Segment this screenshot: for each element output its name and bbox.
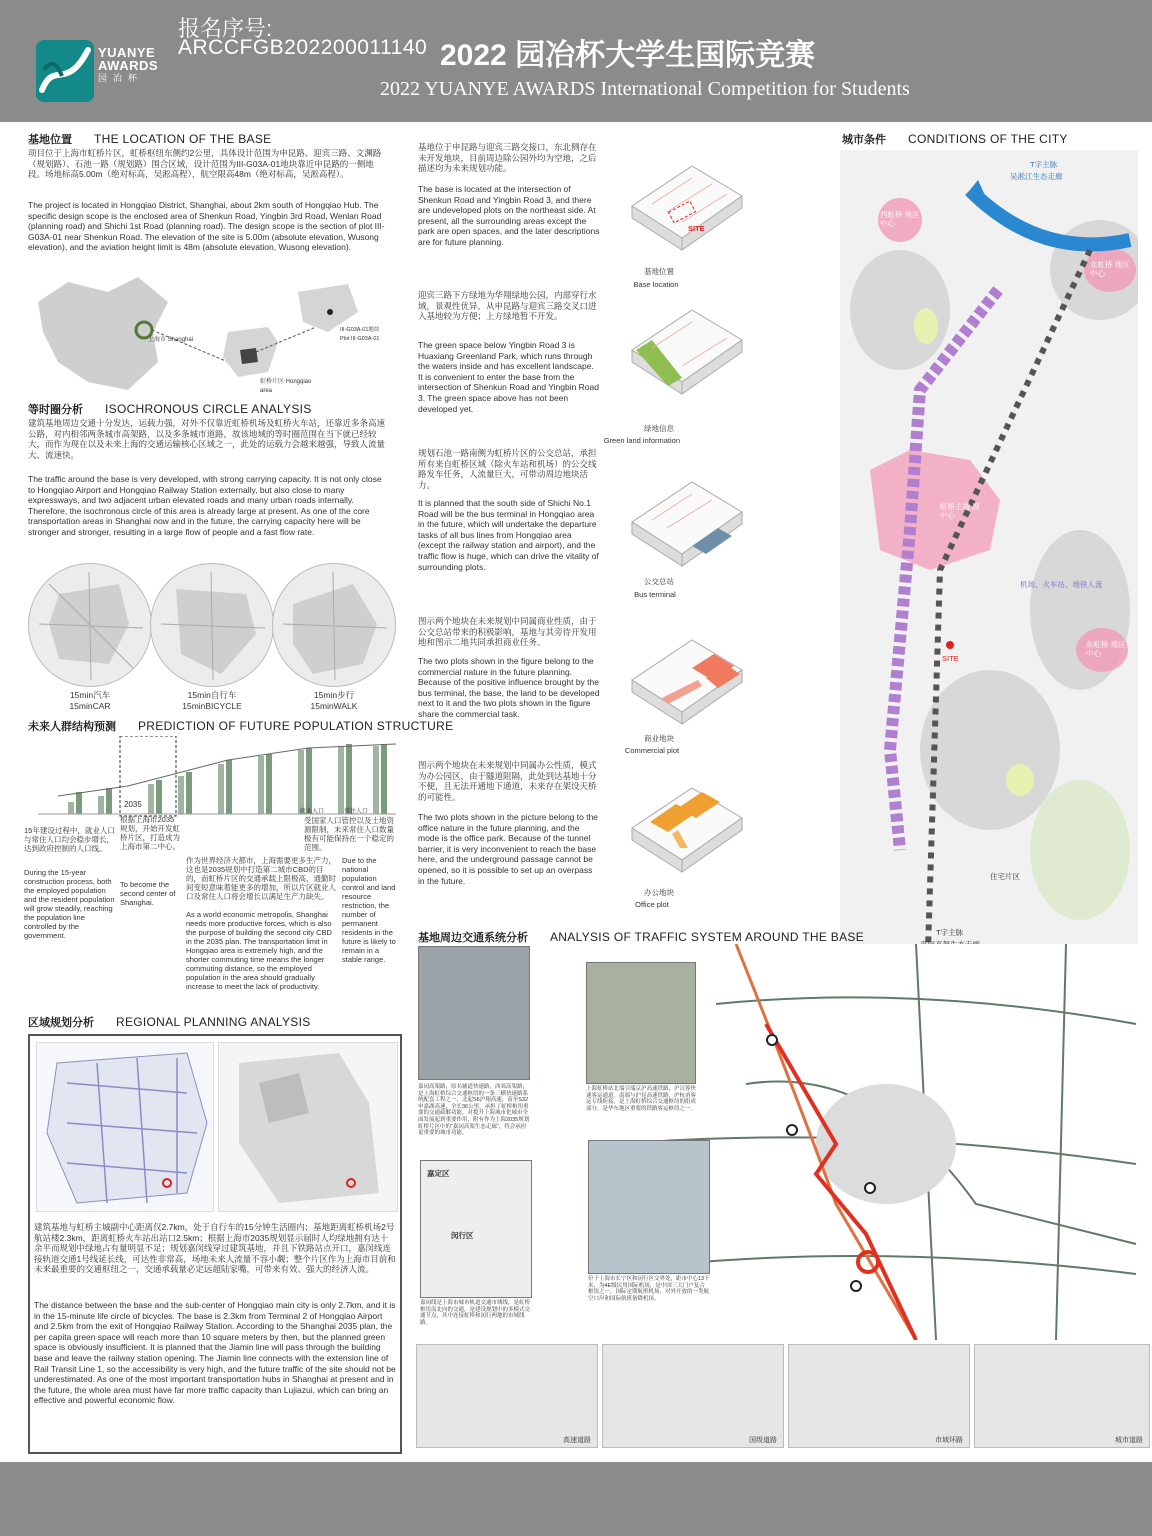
step2-cap-en: Green land information	[603, 436, 680, 445]
step1-text-en: The base is located at the intersection of Shenkun Road and Yingbin Road 3, and there are undeveloped plots on the northeast side. At present, all the surrounding areas except the park are open spaces, and the later descriptions are for future planning.	[418, 184, 600, 247]
step4-cap-cn: 商业地块	[644, 734, 674, 743]
iso-cap-walk: 15min步行 15minWALK	[310, 690, 358, 711]
photo-railway-station	[586, 962, 696, 1084]
regional-text-cn: 建筑基地与虹桥主城副中心距离仅2.7km，处于自行车的15分钟生活圈内；基地距离虹桥机场2号航站楼2.3km，距离虹桥火车站出站口2.5km；根据上海市2035规划显示届时人均绿地拥有达十余平而规划中绿地占有量明显不足；规划嘉闵线穿过建筑基地，并且下铁路站点开口，嘉闵线连接轨道交通1号线延长线，可达性非常高，场地未来人流量不容小觑；整个片区作为上海市目前和未来最重要的交通枢纽之一，交通承载量必定远超陆家嘴，可带来有效、强大的经济人流。	[34, 1222, 396, 1275]
city-label-north-hq: 北虹桥 地区中心	[1090, 260, 1130, 278]
logo-sub: AWARDS	[98, 58, 159, 73]
bottom-map-label-3: 市域环路	[935, 1437, 963, 1444]
regional-map-2	[218, 1042, 398, 1212]
isochrone-walk-circle	[272, 563, 396, 687]
population-chart	[28, 736, 396, 824]
photo3-caption: 嘉闵线是上海市城市轨道交通市域线，是虹桥枢纽南北向的交通，是建设规划中的多模式交通节点，其中连接虹桥和闵行两地的市域线路。	[420, 1300, 531, 1326]
pop-note3-en: As a world economic metropolis, Shanghai needs more productive forces, which is also the purpose of building the second city CBD in the 2035 plan. The transportation limit in Hongqiao area is extremely high, and the shorter commuting time means the longer commuting distance, so the employed population in the area should gradually increase to meet the lack of productivity.	[186, 910, 332, 991]
photo-jiamin-map	[420, 1160, 532, 1298]
population-year-2035: 2035	[124, 800, 142, 809]
city-label-t-main-bottom: T字主脉	[936, 928, 964, 937]
step1-site-tag: SITE	[688, 224, 705, 233]
city-label-flow: 机场、火车站、地铁人流	[1020, 580, 1103, 589]
photo-elevated-road	[418, 946, 530, 1080]
step2-cap-cn: 绿地信息	[644, 424, 674, 433]
step2-text-en: The green space below Yingbin Road 3 is Huaxiang Greenland Park, which runs through the waters inside and has excellent landscape. It is convenient to enter the base from the intersection of Shenkun Road and Yingbin Road 3. The green space above has not been developed yet.	[418, 340, 599, 414]
location-text-en: The project is located in Hongqiao District, Shanghai, about 2km south of Hongqiao Hub. The specific design scope is the enclosed area of Shenkun Road, Yingbin 3rd Road, Wenlan Road (planning road) and Shichi 1st Road (planning road). The design scope is the section of plot III-G03A-01 near Shenkun Road. The elevation of the site is 5.00m (absolute elevation, Wusong elevation), and the aviation height limit is 48m (absolute elevation, Wusong elevation).	[28, 200, 385, 253]
step4-text-en: The two plots shown in the figure belong to the commercial nature in the future planning. Because of the positive influence brought by the bus terminal, the base, the land to be developed next to it and the two plots shown in the figure share the commercial task.	[418, 656, 600, 719]
logo-cn: 园冶杯	[98, 73, 144, 83]
bottom-map-label-4: 城市道路	[1115, 1437, 1143, 1444]
city-label-west-hq: 西虹桥 地区中心	[880, 210, 920, 228]
traffic-section-title: 基地周边交通系统分析 ANALYSIS OF TRAFFIC SYSTEM AROUND THE BASE	[418, 930, 864, 944]
logo-mark-icon	[36, 40, 94, 102]
registration-number: ARCCFGB202200011140	[178, 36, 428, 59]
bottom-map-label-1: 高速道路	[563, 1437, 591, 1444]
map-district-minhang: 闵行区	[451, 1231, 474, 1240]
step3-axo	[622, 462, 750, 574]
logo-name: YUANYE	[98, 45, 156, 60]
location-map	[28, 272, 390, 396]
step3-text-cn: 规划石池一路南侧为虹桥片区的公交总站，承担所有来自虹桥区域（除火车站和机场）的公交线路发车任务，人流量巨大，可带动周边地块活力。	[418, 448, 597, 490]
city-section-title: 城市条件 CONDITIONS OF THE CITY	[842, 132, 1068, 146]
step5-cap-cn: 办公地块	[644, 888, 674, 897]
pop-note1-en: During the 15-year construction process, both the employed population and the resident population will grow steadily, reaching the population line controlled by the government.	[24, 868, 115, 940]
city-label-east-hq: 东虹桥 地区中心	[1086, 640, 1126, 658]
pop-note2-en: To become the second center of Shanghai.	[120, 880, 176, 907]
step1-text-cn: 基地位于申昆路与迎宾三路交接口，东北侧存在未开发地块，目前周边除公园外均为空地，之后描述均为未来规划功能。	[418, 142, 597, 174]
bottom-map-national-road	[602, 1344, 784, 1448]
map-district-jiading: 嘉定区	[427, 1169, 450, 1178]
header-banner	[0, 0, 1152, 122]
isochrone-car-circle	[28, 563, 152, 687]
city-label-site: SITE	[942, 654, 959, 663]
city-label-residential: 住宅片区	[990, 872, 1020, 881]
iso-cap-bicycle: 15min自行车 15minBICYCLE	[182, 690, 242, 711]
map-label-hongqiao: 虹桥片区 Hongqiao area	[260, 379, 312, 394]
step3-cap-cn: 公交总站	[644, 577, 674, 586]
footer-bar	[0, 1462, 1152, 1536]
step5-text-en: The two plots shown in the picture belong to the office nature in the future planning, and the mode is the office park. Because of the tunnel barrier, it is very inconvenient to reach the base here, and the underground passage cannot be opened, so it is possible to set up an overpass in the future.	[418, 812, 599, 886]
regional-map-1	[36, 1042, 214, 1212]
title-en: 2022 YUANYE AWARDS International Competition for Students	[380, 78, 910, 100]
step2-axo	[622, 290, 750, 402]
bottom-map-label-2: 国级道路	[749, 1437, 777, 1444]
city-label-wusong: 吴淞江生态走廊	[1010, 172, 1063, 181]
map-label-plot: III-G03A-01地块 Plot III-G03A-01	[340, 327, 380, 342]
step3-text-en: It is planned that the south side of Shichi No.1 Road will be the bus terminal in Hongqiao area in the future, which will undertake the departure tasks of all bus lines from Hongqiao area (except the railway station and airport), and the traffic flow is huge, which can drive the vitality of surrounding plots.	[418, 498, 599, 572]
title-cn: 2022 园冶杯大学生国际竞赛	[440, 39, 816, 72]
iso-section-title: 等时圈分析 ISOCHRONOUS CIRCLE ANALYSIS	[28, 402, 312, 416]
pop-note3-cn: 作为世界经济大都市，上海需要更多生产力，这也是2035规划中打造第二城市CBD的目的，而虹桥片区的交通承载上限极高，通勤时间变短意味着能更多的增加，所以片区就业人口及常住人口将会增长以满足生产力缺失。	[186, 856, 336, 901]
regional-section-title: 区域规划分析 REGIONAL PLANNING ANALYSIS	[28, 1015, 311, 1029]
step5-axo	[622, 768, 750, 880]
bottom-map-city-road	[974, 1344, 1150, 1448]
population-legend-employed: 就业人口	[300, 809, 325, 815]
city-label-t-main-top: T字主脉	[1030, 160, 1058, 169]
regional-box	[28, 1034, 402, 1454]
bottom-map-ring-road	[788, 1344, 970, 1448]
iso-cap-car: 15min汽车 15minCAR	[69, 690, 111, 711]
photo1-caption: 嘉闵高架路，原名辅道快速路，西郊高架路，是上海虹桥综合交通枢纽的一条三横快速路系统配套工程之一，北起S6沪翔高速，南至S32申嘉湖高速，全长36公里，承担了虹桥枢纽重要的交通疏解功能，对提升上海城市化城市全面发展起到重要作用，附有作为上海2035规划虹桥片区中的“嘉闵高架生态走廊”，将会承担更重要的城市功能。	[418, 1084, 530, 1137]
step3-cap-en: Bus terminal	[634, 590, 676, 599]
step5-cap-en: Office plot	[635, 900, 669, 909]
pop-note1-cn: 15年建设过程中，就业人口与常住人口均会稳步增长，达到政府控制的人口线。	[24, 826, 115, 853]
yuanye-logo	[36, 40, 164, 102]
step4-axo	[622, 620, 750, 732]
photo-airport	[588, 1140, 710, 1274]
step4-cap-en: Commercial plot	[624, 746, 680, 755]
photo4-caption: 位于上海市长宁区和闵行区交界处，距市中心13千米，为4E级民用国际机场，是中国三大门户复合枢纽之一，国际定期航班机场、对外开放的一类航空口岸和国际航班备降机场。	[588, 1276, 710, 1302]
pop-note4-en: Due to the national population control and land resource restriction, the number of permanent residents in the future is likely to remain in a stable range.	[342, 856, 396, 964]
city-label-main-center: 虹桥主城 副中心	[940, 502, 980, 520]
population-section-title: 未来人群结构预测 PREDICTION OF FUTURE POPULATION STRUCTURE	[28, 719, 454, 733]
isochrone-bicycle-circle	[150, 563, 274, 687]
photo2-caption: 上海虹桥站北端引端京沪高速铁路，沪汉蓉快速客运通道。南端与沪昆高速铁路，沪杭甬客运专线衔接，是上海虹桥综合交通枢纽的组成部分，是华东地区重要的铁路客运枢纽之一。	[586, 1086, 697, 1112]
registration-label: 报名序号:	[178, 16, 273, 41]
population-legend-resident: 常住人口	[344, 809, 369, 815]
iso-text-en: The traffic around the base is very developed, with strong carrying capacity. It is not only close to Hongqiao Airport and Hongqiao Railway Station externally, but also close to many expressways, and two adjacent urban elevated roads and many urban roads internally. Therefore, the isochronous circle of this area is already large at present. As one of the core transportation areas in Shanghai now and in the future, the carrying capacity here will be stronger and stronger, resulting in a large flow of people and a fast flow rate.	[28, 474, 382, 537]
city-conditions-map	[840, 150, 1138, 968]
step1-cap-cn: 基地位置	[644, 267, 674, 276]
step4-text-cn: 图示两个地块在未来规划中同属商业性质，由于公交总站带来的积极影响，基地与其旁待开发用地和图示二地共同承担商业任务。	[418, 616, 597, 648]
step1-cap-en: Base location	[633, 280, 679, 289]
step2-text-cn: 迎宾三路下方绿地为华翔绿地公园，内部穿行水域，景观性优异，从申昆路与迎宾三路交叉口进入基地较为方便；上方绿地暂不开发。	[418, 290, 597, 322]
map-label-shanghai: 上海市 Shanghai	[148, 337, 194, 343]
step1-axo	[622, 146, 750, 258]
location-text-cn: 项目位于上海市虹桥片区，虹桥枢纽东侧约2公里，具体设计范围为申昆路、迎宾三路、文渊路（规划路）、石池一路（规划路）围合区域，设计范围为III-G03A-01地块靠近申昆路的一侧地段。场地标高5.00m（绝对标高，吴淞高程），航空限高48m（绝对标高，吴淞高程）。	[28, 148, 382, 180]
regional-text-en: The distance between the base and the sub-center of Hongqiao main city is only 2.7km, and it is in the 15-minute life circle of bicycles. The base is 2.3km from Terminal 2 of Hongqiao Airport and 2.5km from the exit of Hongqiao Railway Station. According to the Shanghai 2035 plan, the per capita green space will reach more than 10 square meters by then, but the planned green space is obviously insufficient. It is planned that the Jiamin line will pass through the building base and leave the railway station opening. The Jiamin line connects with the extension line of Rail Transit Line 1, so the accessibility is very high, and the future traffic of the site should not be underestimated. As one of the most important transportation hubs in Shanghai at present and in the future, the whole area must have far more traffic capacity than Lujiazui, which can bring an effective and powerful economic flow.	[34, 1300, 396, 1406]
iso-text-cn: 建筑基地周边交通十分发达，运载力强，对外不仅靠近虹桥机场及虹桥火车站，还靠近多条高速公路，对内相邻两条城市高架路，以及多条城市道路，故该地域的等时圈范围在当下就已经较大，而作为现在以及未来上海的交通运输核心区域之一，此处的运载力会越来越强，导致人流量大、流速快。	[28, 418, 386, 460]
pop-note4-cn: 受国家人口管控以及土地资源限制，未来常住人口数量极有可能保持在一个稳定的范围。	[304, 816, 394, 852]
step5-text-cn: 图示两个地块在未来规划中同属办公性质，模式为办公园区，由于隧道阻隔，此处到达基地十分不便，且无法开通地下通道，未来存在架设天桥的可能性。	[418, 760, 597, 802]
location-section-title: 基地位置 THE LOCATION OF THE BASE	[28, 132, 272, 146]
bottom-map-expressway	[416, 1344, 598, 1448]
pop-note2-cn: 根据上海市2035规划，开始开发虹桥片区，打造成为上海市第二中心。	[120, 815, 180, 851]
